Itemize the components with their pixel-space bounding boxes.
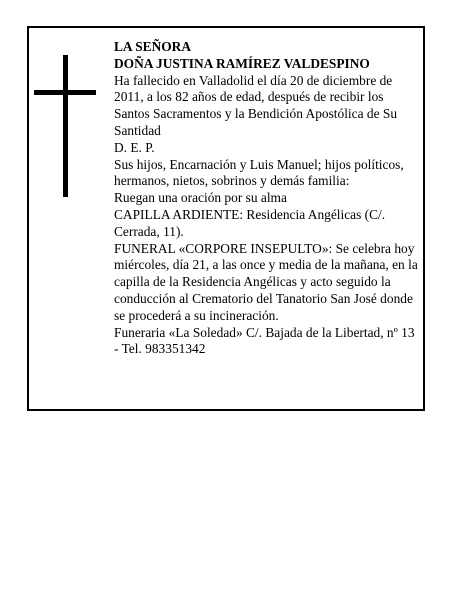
title-line: LA SEÑORA — [114, 39, 192, 54]
cross-vertical-bar — [63, 55, 68, 197]
cross-horizontal-bar — [34, 90, 96, 95]
obituary-text — [114, 39, 418, 358]
chapel-info: CAPILLA ARDIENTE: Residencia Angélicas (C/. Cerrada, 11). — [114, 206, 386, 239]
death-announcement: Ha fallecido en Valladolid el día 20 de diciembre de 2011, a los 82 años de edad, después de recibir los Santos Sacramentos y la Bendición Apostólica de Su Santidad — [114, 72, 398, 138]
prayer-request: Ruegan una oración por su alma — [114, 190, 287, 206]
deceased-name: DOÑA JUSTINA RAMÍREZ VALDESPINO — [114, 55, 370, 71]
funeral-info: FUNERAL «CORPORE INSEPULTO»: Se celebra hoy miércoles, día 21, a las once y media de la mañana, en la capilla de la Residencia Angélicas y acto seguido la conducción al Crematorio del Tanatorio San José donde se procederá a su incineración. — [114, 240, 418, 323]
family-line: Sus hijos, Encarnación y Luis Manuel; hijos políticos, hermanos, nietos, sobrinos y demás familia: — [114, 156, 404, 189]
cross-icon — [34, 55, 96, 197]
funeral-home-info: Funeraria «La Soledad» C/. Bajada de la Libertad, nº 13 - Tel. 983351342 — [114, 324, 415, 357]
rip-line: D. E. P. — [114, 139, 155, 155]
